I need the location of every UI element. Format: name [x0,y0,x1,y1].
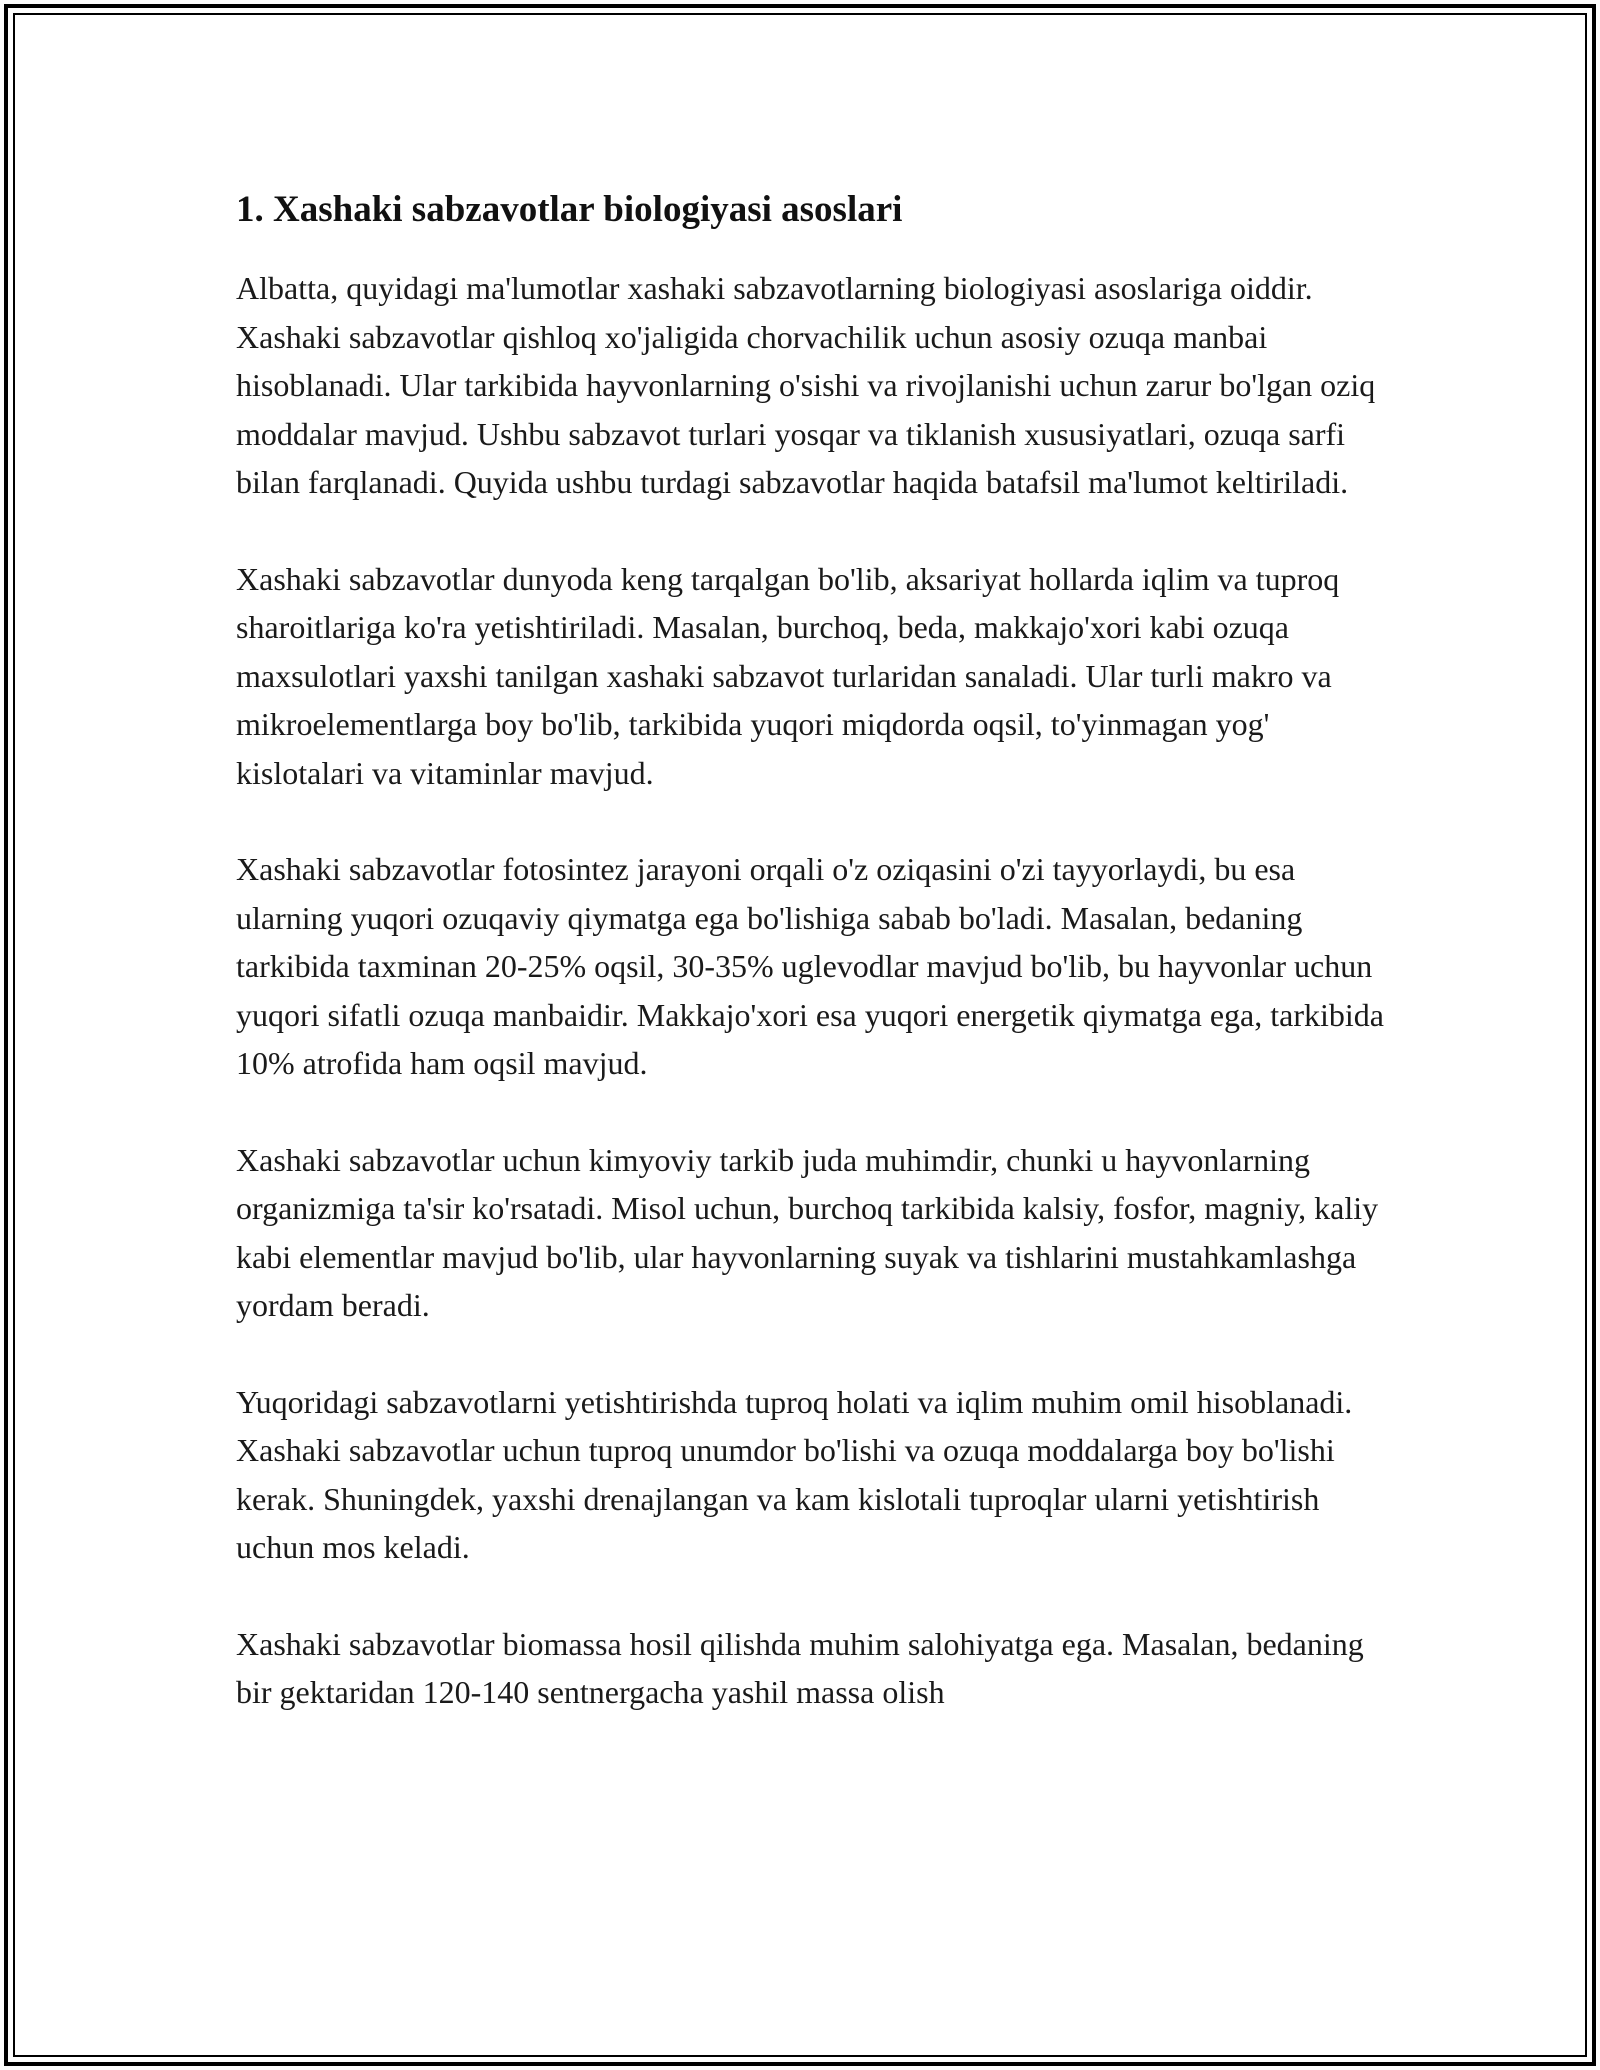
paragraph-6: Xashaki sabzavotlar biomassa hosil qilishda muhim salohiyatga ega. Masalan, bedaning bir gektaridan 120-140 sentnergacha yashil massa olish [236,1625,1364,1711]
paragraph-3: Xashaki sabzavotlar fotosintez jarayoni orqali o'z oziqasini o'zi tayyorlaydi, bu esa ularning yuqori ozuqaviy qiymatga ega bo'lishiga sabab bo'ladi. Masalan, bedaning tarkibida taxminan 20-25% oqsil, 30-35% uglevodlar mavjud bo'lib, bu hayvonlar uchun yuqori sifatli ozuqa manbaidir. Makkajo'xori esa yuqori energetik qiymatga ega, tarkibida 10% atrofida ham oqsil mavjud. [236,851,1384,1082]
paragraph-1: Albatta, quyidagi ma'lumotlar xashaki sabzavotlarning biologiyasi asoslariga oiddir. Xashaki sabzavotlar qishloq xo'jaligida chorvachilik uchun asosiy ozuqa manbai hisoblanadi. Ular tarkibida hayvonlarning o'sishi va rivojlanishi uchun zarur bo'lgan oziq moddalar mavjud. Ushbu sabzavot turlari yosqar va tiklanish xususiyatlari, ozuqa sarfi bilan farqlanadi. Quyida ushbu turdagi sabzavotlar haqida batafsil ma'lumot keltiriladi. [236,270,1376,501]
paragraph-4: Xashaki sabzavotlar uchun kimyoviy tarkib juda muhimdir, chunki u hayvonlarning organizmiga ta'sir ko'rsatadi. Misol uchun, burchoq tarkibida kalsiy, fosfor, magniy, kaliy kabi elementlar mavjud bo'lib, ular hayvonlarning suyak va tishlarini mustahkamlashga yordam beradi. [236,1141,1379,1324]
document-body [236,186,1386,1765]
paragraph-5: Yuqoridagi sabzavotlarni yetishtirishda tuproq holati va iqlim muhim omil hisoblanadi. Xashaki sabzavotlar uchun tuproq unumdor bo'lishi va ozuqa moddalarga boy bo'lishi kerak. Shuningdek, yaxshi drenajlangan va kam kislotali tuproqlar ularni yetishtirish uchun mos keladi. [236,1383,1353,1566]
paragraph-2: Xashaki sabzavotlar dunyoda keng tarqalgan bo'lib, aksariyat hollarda iqlim va tuproq sharoitlariga ko'ra yetishtiriladi. Masalan, burchoq, beda, makkajo'xori kabi ozuqa maxsulotlari yaxshi tanilgan xashaki sabzavot turlaridan sanaladi. Ular turli makro va mikroelementlarga boy bo'lib, tarkibida yuqori miqdorda oqsil, to'yinmagan yog' kislotalari va vitaminlar mavjud. [236,560,1340,791]
document-title: 1. Xashaki sabzavotlar biologiyasi asoslari [236,189,903,230]
